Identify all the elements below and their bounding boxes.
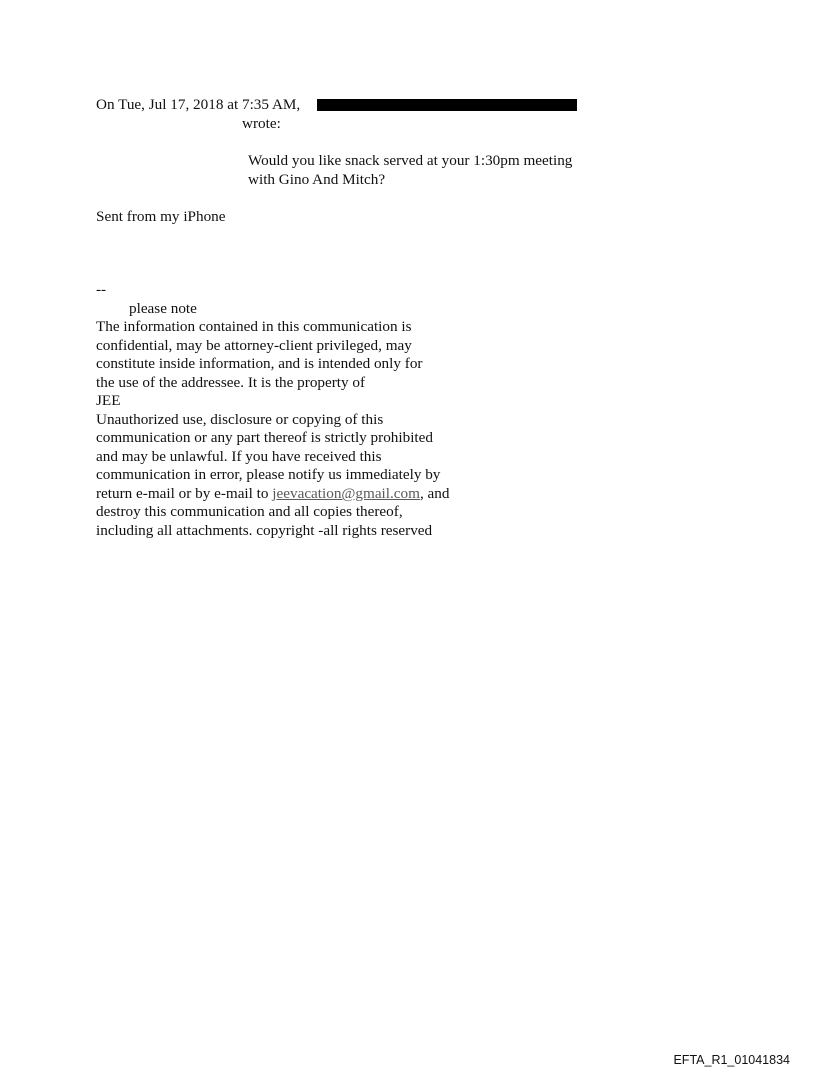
disclaimer-line: destroy this communication and all copies thereof, <box>96 503 403 520</box>
disclaimer-line: JEE <box>96 392 121 409</box>
document-id: EFTA_R1_01041834 <box>673 1053 790 1067</box>
signature: Sent from my iPhone <box>96 208 226 225</box>
email-line-suffix: , and <box>419 485 450 502</box>
email-line-prefix: return e-mail or by e-mail to <box>96 485 273 502</box>
disclaimer-line: communication in error, please notify us immediately by <box>96 466 441 483</box>
reply-header-line: On Tue, Jul 17, 2018 at 7:35 AM, <box>96 96 301 113</box>
email-link[interactable]: jeevacation@gmail.com <box>272 485 420 502</box>
quoted-line-2: with Gino And Mitch? <box>248 171 386 188</box>
note-heading: please note <box>129 300 197 317</box>
disclaimer-line: constitute inside information, and is intended only for <box>96 355 423 372</box>
disclaimer-line: confidential, may be attorney-client privileged, may <box>96 337 412 354</box>
disclaimer-email-line <box>96 485 449 503</box>
quoted-line-1: Would you like snack served at your 1:30pm meeting <box>248 152 573 169</box>
disclaimer-line: The information contained in this communication is <box>96 318 412 335</box>
redaction-bar <box>317 99 577 111</box>
disclaimer-line: and may be unlawful. If you have received this <box>96 448 382 465</box>
disclaimer-line: Unauthorized use, disclosure or copying of this <box>96 411 384 428</box>
disclaimer-line: communication or any part thereof is strictly prohibited <box>96 429 433 446</box>
disclaimer-line: the use of the addressee. It is the property of <box>96 374 366 391</box>
reply-header-wrote: wrote: <box>242 115 281 132</box>
signature-separator: -- <box>96 281 107 298</box>
disclaimer-line: including all attachments. copyright -all rights reserved <box>96 522 433 539</box>
